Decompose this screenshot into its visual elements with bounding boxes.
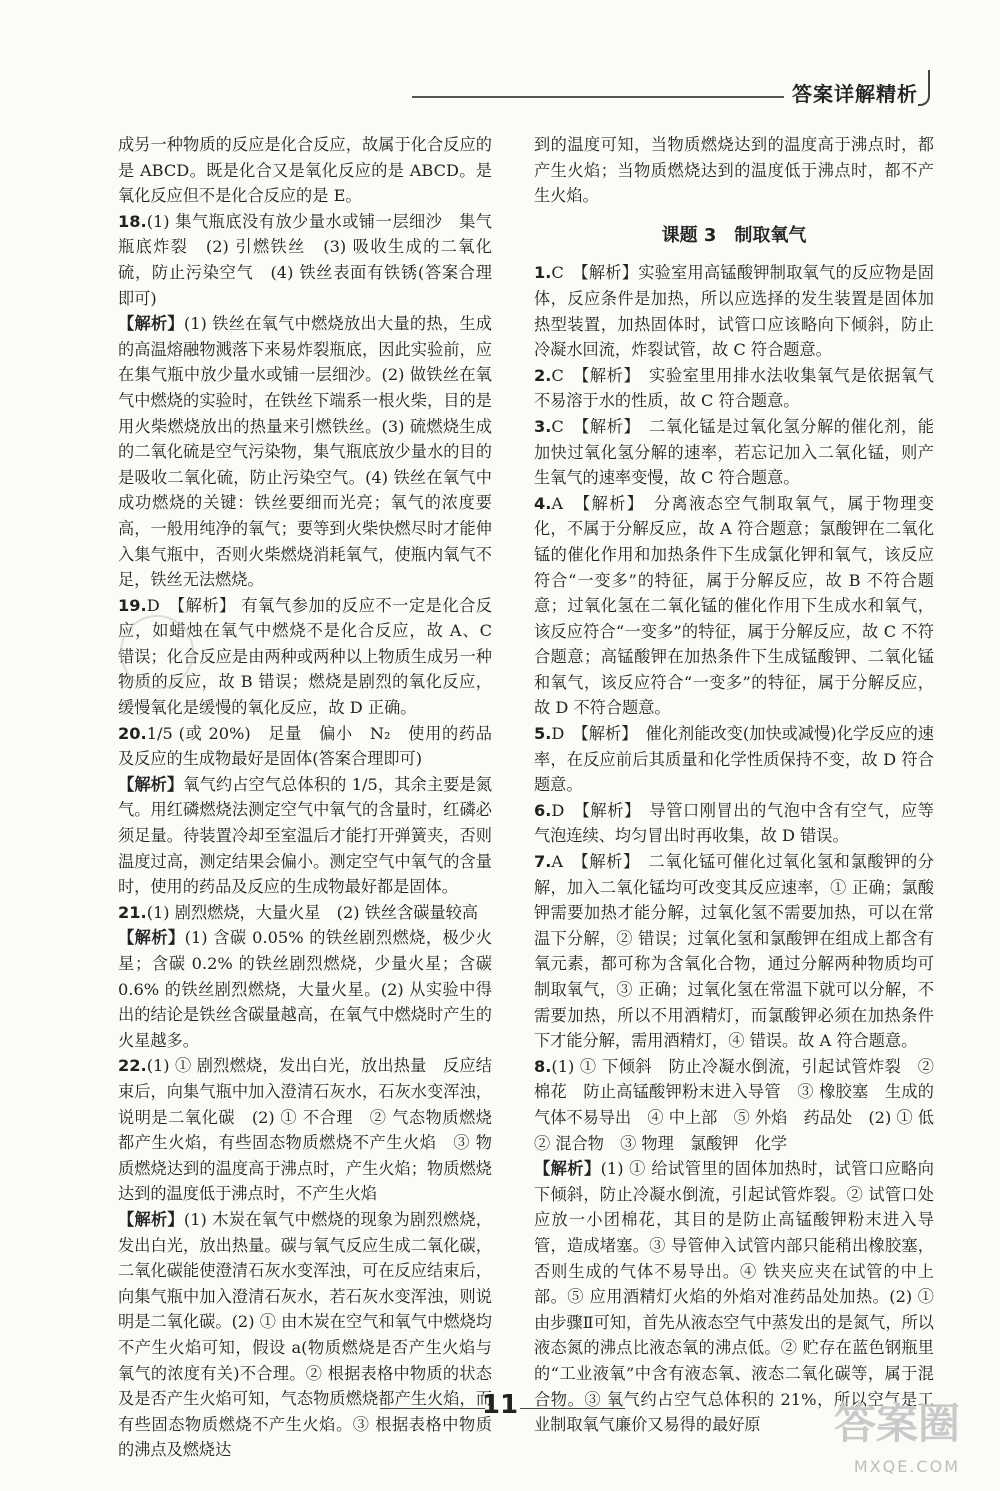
- answer-paragraph: [118, 1053, 492, 1207]
- watermark-logo: 答案圈: [833, 1399, 960, 1448]
- header-title: 答案详解精析: [792, 82, 918, 106]
- question-number: 7.: [534, 852, 552, 872]
- paragraph-text: C 【解析】实验室用高锰酸钾制取氧气的反应物是固体，反应条件是加热，所以应选择的发生装置是固体加热型装置，加热固体时，试管口应该略向下倾斜，防止冷凝水回流，炸裂试管，故 C 符合题意。: [534, 263, 934, 360]
- question-number: 18.: [118, 211, 147, 231]
- answer-paragraph: [534, 1054, 951, 1156]
- answer-paragraph: [534, 363, 934, 414]
- analysis-paragraph: [118, 311, 492, 593]
- right-column: [534, 132, 951, 1438]
- question-number: 22.: [118, 1056, 147, 1076]
- left-column: [118, 132, 492, 1463]
- answer-paragraph: [118, 209, 492, 311]
- answer-paragraph: [534, 849, 934, 1054]
- answer-paragraph: [534, 132, 934, 209]
- paragraph-text: D 【解析】 催化剂能改变(加快或减慢)化学反应的速率，在反应前后其质量和化学性质保持不变，故 D 符合题意。: [534, 724, 934, 795]
- question-number: 4.: [534, 493, 552, 513]
- paragraph-text: 氧气约占空气总体积的 1/5，其余主要是氮气。用红磷燃烧法测定空气中氧气的含量时，红磷必须足量。待装置冷却至室温后才能打开弹簧夹，否则温度过高，测定结果会偏小。测定空气中氧气的含量时，使用的药品及反应的生成物最好都是固体。: [118, 774, 493, 897]
- answer-paragraph: [534, 491, 934, 721]
- paragraph-text: (1) 剧烈燃烧，大量火星 (2) 铁丝含碳量较高: [146, 902, 479, 922]
- analysis-tag: 【解析】: [534, 1159, 601, 1179]
- paragraph-text: A 【解析】 二氧化锰可催化过氧化氢和氯酸钾的分解，加入二氧化锰均可改变其反应速率，① 正确；氯酸钾需要加热才能分解，过氧化氢不需要加热，可以在常温下分解，② 错误；过氧化氢和氯酸钾在组成上都含有氧元素，都可称为含氧化合物，通过分解两种物质均可制取氧气，③ 正确；过氧化氢在常温下就可以分解，不需要加热，所以不用酒精灯，而氯酸钾必须在加热条件下才能分解，需用酒精灯，④ 错误。故 A 符合题意。: [534, 852, 934, 1051]
- paragraph-text: (1) ① 下倾斜 防止冷凝水倒流，引起试管炸裂 ② 棉花 防止高锰酸钾粉末进入导管 ③ 橡胶塞 生成的气体不易导出 ④ 中上部 ⑤ 外焰 药品处 (2) ① 低 ② 混合物 ③ 物理 氯酸钾 化学: [534, 1056, 951, 1153]
- header-bracket: [918, 70, 930, 106]
- analysis-tag: 【解析】: [118, 314, 184, 334]
- paragraph-text: 到的温度可知，当物质燃烧达到的温度高于沸点时，都产生火焰；当物质燃烧达到的温度低于沸点时，都不产生火焰。: [534, 135, 934, 206]
- question-number: 5.: [534, 724, 552, 744]
- paragraph-text: A 【解析】 分离液态空气制取氧气，属于物理变化，不属于分解反应，故 A 符合题意；氯酸钾在二氧化锰的催化作用和加热条件下生成氯化钾和氧气，该反应符合“一变多”的特征，属于分解反应，故 B 不符合题意；过氧化氢在二氧化锰的催化作用下生成水和氧气，该反应符合“一变多”的特征，属于分解反应，故 C 不符合题意；高锰酸钾在加热条件下生成锰酸钾、二氧化锰和氧气，该反应符合“一变多”的特征，属于分解反应，故 D 不符合题意。: [534, 493, 934, 718]
- answer-paragraph: [118, 721, 492, 772]
- page-number: 11: [481, 1390, 519, 1420]
- paragraph-text: 1/5 (或 20%) 足量 偏小 N₂ 使用的药品及反应的生成物最好是固体(答案合理即可): [118, 723, 492, 769]
- paragraph-text: (1) 含碳 0.05% 的铁丝剧烈燃烧，极少火星；含碳 0.2% 的铁丝剧烈燃烧，少量火星；含碳 0.6% 的铁丝剧烈燃烧，大量火星。(2) 从实验中得出的结论是铁丝含碳量越高，在氧气中燃烧时产生的火星越多。: [118, 928, 493, 1050]
- question-number: 20.: [118, 723, 147, 743]
- answer-paragraph: [118, 132, 492, 209]
- paragraph-text: D 【解析】 导管口刚冒出的气泡中含有空气，应等气泡连续、均匀冒出时再收集，故 D 错误。: [534, 800, 934, 846]
- answer-paragraph: [534, 414, 934, 491]
- paragraph-text: (1) ① 剧烈燃烧，发出白光，放出热量 反应结束后，向集气瓶中加入澄清石灰水，石灰水变浑浊，说明是二氧化碳 (2) ① 不合理 ② 气态物质燃烧都产生火焰，有些固态物质燃烧不产生火焰 ③ 物质燃烧达到的温度高于沸点时，产生火焰；物质燃烧达到的温度低于沸点时，不产生火焰: [118, 1056, 492, 1204]
- answer-paragraph: [534, 260, 934, 362]
- page-number-line-right: [520, 1408, 625, 1409]
- analysis-paragraph: [118, 772, 492, 900]
- analysis-paragraph: [118, 925, 492, 1053]
- paragraph-text: C 【解析】 实验室里用排水法收集氧气是依据氧气不易溶于水的性质，故 C 符合题意。: [534, 365, 934, 411]
- paragraph-text: (1) 木炭在氧气中燃烧的现象为剧烈燃烧，发出白光，放出热量。碳与氧气反应生成二氧化碳，二氧化碳能使澄清石灰水变浑浊，可在反应结束后，向集气瓶中加入澄清石灰水，若石灰水变浑浊，则说明是二氧化碳。(2) ① 由木炭在空气和氧气中燃烧均不产生火焰可知，假设 a(物质燃烧是否产生火焰与氧气的浓度有关)不合理。② 根据表格中物质的状态及是否产生火焰可知，气态物质燃烧都产生火焰，而有些固态物质燃烧不产生火焰。③ 根据表格中物质的沸点及燃烧达: [118, 1209, 492, 1460]
- paragraph-text: (1) ① 给试管里的固体加热时，试管口应略向下倾斜，防止冷凝水倒流，引起试管炸裂。② 试管口处应放一小团棉花，其目的是防止高锰酸钾粉末进入导管，造成堵塞。③ 导管伸入试管内部只能稍出橡胶塞，否则生成的气体不易导出。④ 铁夹应夹在试管的中上部。⑤ 应用酒精灯火焰的外焰对准药品处加热。(2) ① 由步骤Ⅱ可知，首先从液态空气中蒸发出的是氮气，所以液态氮的沸点比液态氧的沸点低。② 贮存在蓝色钢瓶里的“工业液氧”中含有液态氧、液态二氧化碳等，属于混合物。③ 氧气约占空气总体积的 21%，所以空气是工业制取氧气廉价又易得的最好原: [534, 1159, 934, 1435]
- watermark-url: MXQE.COM: [853, 1457, 960, 1476]
- question-number: 3.: [534, 416, 552, 436]
- question-number: 1.: [534, 263, 552, 283]
- question-number: 2.: [534, 365, 552, 385]
- header-line: [412, 96, 784, 98]
- analysis-tag: 【解析】: [118, 1209, 184, 1229]
- paragraph-text: 成另一种物质的反应是化合反应，故属于化合反应的是 ABCD。既是化合又是氧化反应的是 ABCD。是氧化反应但不是化合反应的是 E。: [118, 135, 492, 206]
- answer-paragraph: [534, 721, 934, 798]
- paragraph-text: (1) 集气瓶底没有放少量水或铺一层细沙 集气瓶底炸裂 (2) 引燃铁丝 (3) 吸收生成的二氧化硫，防止污染空气 (4) 铁丝表面有铁锈(答案合理即可): [118, 211, 492, 308]
- paragraph-text: (1) 铁丝在氧气中燃烧放出大量的热，生成的高温熔融物溅落下来易炸裂瓶底，因此实验前，应在集气瓶中放少量水或铺一层细沙。(2) 做铁丝在氧气中燃烧的实验时，在铁丝下端系一根火柴，目的是用火柴燃烧放出的热量来引燃铁丝。(3) 硫燃烧生成的二氧化硫是空气污染物，集气瓶底放少量水的目的是吸收二氧化硫，防止污染空气。(4) 铁丝在氧气中成功燃烧的关键：铁丝要细而光亮；氧气的浓度要高，一般用纯净的氧气；要等到火柴快燃尽时才能伸入集气瓶中，否则火柴燃烧消耗氧气，使瓶内氧气不足，铁丝无法燃烧。: [118, 314, 492, 590]
- answer-paragraph: [118, 900, 492, 926]
- question-number: 19.: [118, 595, 147, 615]
- analysis-tag: 【解析】: [118, 928, 185, 948]
- analysis-paragraph: [118, 1207, 492, 1463]
- analysis-tag: 【解析】: [118, 774, 184, 794]
- answer-paragraph: [534, 798, 934, 849]
- paragraph-text: C 【解析】 二氧化锰是过氧化氢分解的催化剂，能加快过氧化氢分解的速率，若忘记加入二氧化锰，则产生氧气的速率变慢，故 C 符合题意。: [534, 416, 934, 488]
- question-number: 21.: [118, 902, 147, 922]
- question-number: 8.: [534, 1056, 552, 1076]
- section-title: 课题 3 制取氧气: [661, 224, 807, 246]
- paragraph-text: D 【解析】 有氧气参加的反应不一定是化合反应，如蜡烛在氧气中燃烧不是化合反应，故 A、C 错误；化合反应是由两种或两种以上物质生成另一种物质的反应，故 B 错误；燃烧是剧烈的氧化反应，缓慢氧化是缓慢的氧化反应，故 D 正确。: [118, 595, 492, 718]
- question-number: 6.: [534, 800, 552, 820]
